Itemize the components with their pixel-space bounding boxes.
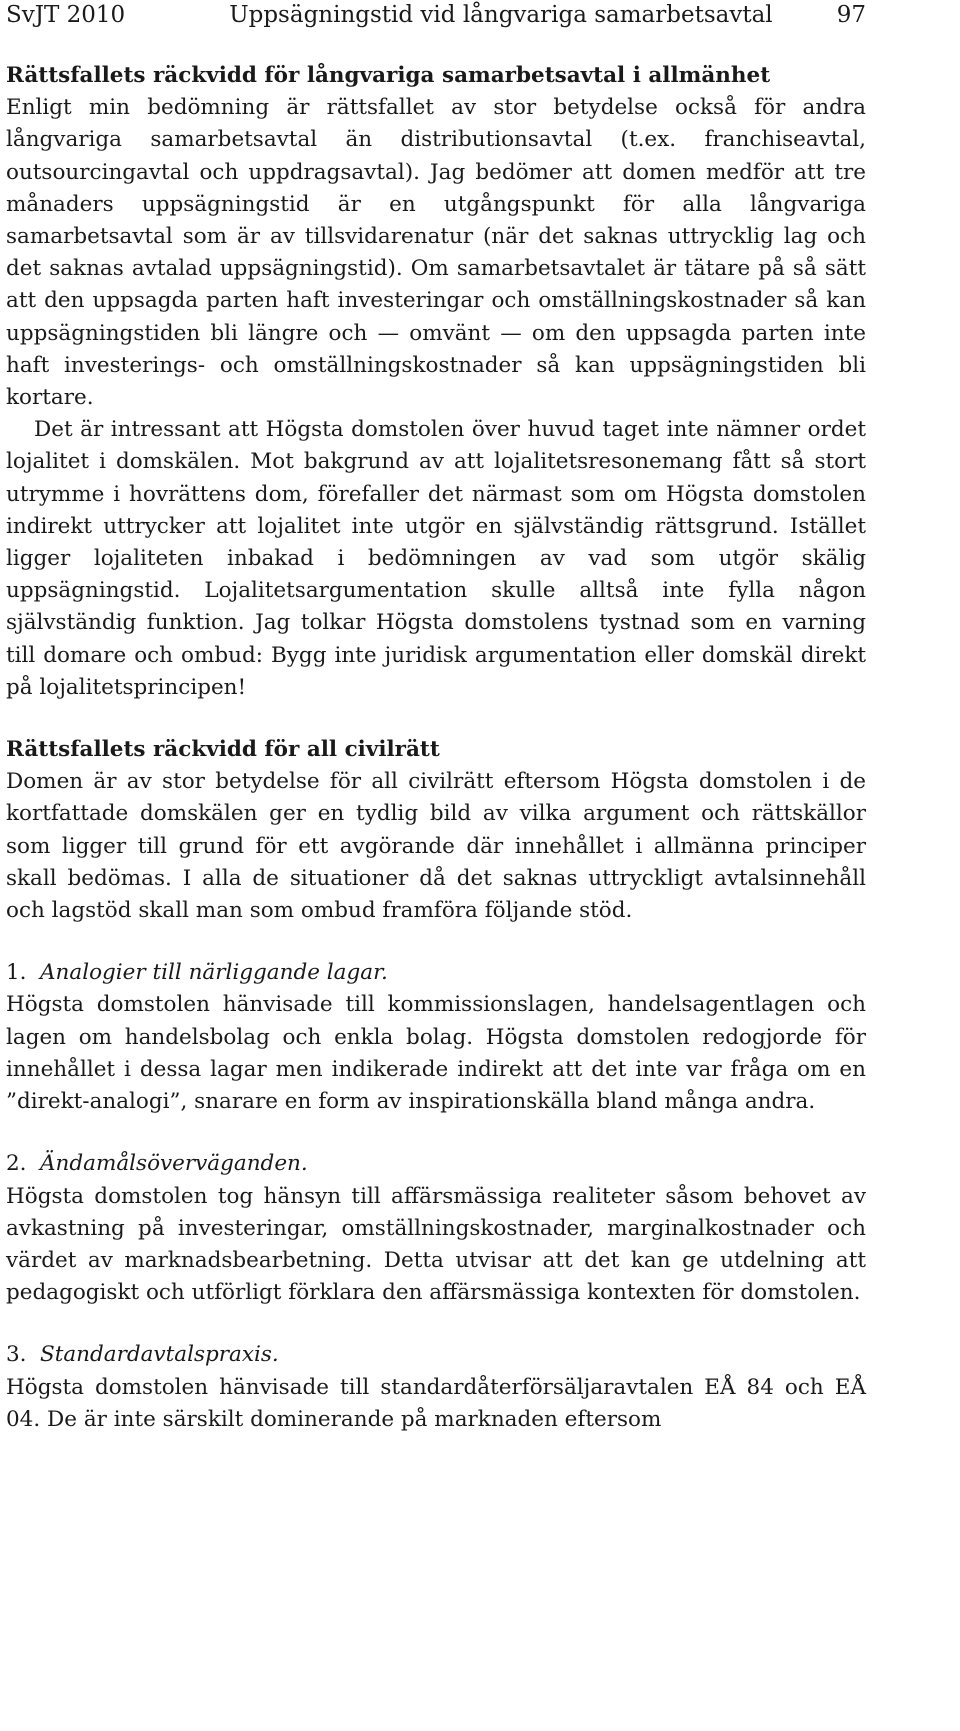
list-item-text: Högsta domstolen hänvisade till standardåterförsäljaravtalen EÅ 84 och EÅ 04. De är inte särskilt dominerande på marknaden eftersom — [6, 1374, 866, 1432]
running-header — [6, 0, 866, 32]
section-heading: Rättsfallets räckvidd för långvariga samarbetsavtal i allmänhet — [6, 63, 771, 88]
paragraph: Domen är av stor betydelse för all civilrätt eftersom Högsta domstolen i de kortfattade domskälen ger en tydlig bild av vilka argument och rättskällor som ligger till grund för ett avgörande där innehållet i allmänna principer skall bedömas. I alla de situationer då det saknas uttryckligt avtalsinnehåll och lagstöd skall man som ombud framföra följande stöd. — [6, 769, 866, 924]
list-item-text: Högsta domstolen hänvisade till kommissionslagen, handelsagentlagen och lagen om handelsbolag och enkla bolag. Högsta domstolen redogjorde för innehållet i dessa lagar men indikerade indirekt att det inte var fråga om en ”direkt-analogi”, snarare en form av inspirationskälla bland många andra. — [6, 992, 866, 1115]
list-item — [6, 1148, 866, 1309]
list-item-title: Standardavtalspraxis. — [40, 1342, 279, 1368]
paragraph: Enligt min bedömning är rättsfallet av stor betydelse också för andra långvariga samarbetsavtal än distributionsavtal (t.ex. franchiseavtal, outsourcingavtal och uppdragsavtal). Jag bedömer att domen medför att tre månaders uppsägningstid är en utgångspunkt för alla långvariga samarbetsavtal som är av tillsvidarenatur (när det saknas uttrycklig lag och det saknas avtalad uppsägningstid). Om samarbetsavtalet är tätare på så sätt att den uppsagda parten haft investeringar och omställningskostnader så kan uppsägningstiden bli längre och — omvänt — om den uppsagda parten inte haft investerings- och omställningskostnader så kan uppsägningstiden bli kortare. — [6, 95, 866, 411]
document-page — [6, 0, 866, 1436]
list-item-heading — [6, 1339, 866, 1371]
page-number: 97 — [836, 2, 866, 28]
list-item-number: 3. — [6, 1342, 27, 1368]
section-heading: Rättsfallets räckvidd för all civilrätt — [6, 737, 440, 763]
paragraph: Det är intressant att Högsta domstolen över huvud taget inte nämner ordet lojalitet i domskälen. Mot bakgrund av att lojalitetsresonemang fått så stort utrymme i hovrättens dom, förefaller det närmast som om Högsta domstolen indirekt uttrycker att lojalitet inte utgör en självständig rättsgrund. Istället ligger lojaliteten inbakad i bedömningen av vad som utgör skälig uppsägningstid. Lojalitetsargumentation skulle alltså inte fylla någon självständig funktion. Jag tolkar Högsta domstolens tystnad som en varning till domare och ombud: Bygg inte juridisk argumentation eller domskäl direkt på lojalitetsprincipen! — [6, 417, 866, 700]
list-item-heading — [6, 957, 866, 989]
list-item-text: Högsta domstolen tog hänsyn till affärsmässiga realiteter såsom behovet av avkastning på investeringar, omställningskostnader, marginalkostnader och värdet av marknadsbearbetning. Detta utvisar att det kan ge utdelning att pedagogiskt och utförligt förklara den affärsmässiga kontexten för domstolen. — [6, 1183, 866, 1306]
list-item-title: Ändamålsöverväganden. — [40, 1151, 308, 1177]
journal-name: SvJT 2010 — [6, 2, 126, 28]
list-item-title: Analogier till närliggande lagar. — [40, 960, 388, 986]
list-item-heading — [6, 1148, 866, 1180]
list-item — [6, 1339, 866, 1436]
list-item — [6, 957, 866, 1118]
section-long-term-agreements — [6, 60, 866, 704]
list-item-number: 2. — [6, 1151, 27, 1177]
list-item-number: 1. — [6, 960, 27, 986]
section-civil-law — [6, 734, 866, 1436]
article-title: Uppsägningstid vid långvariga samarbetsavtal — [229, 2, 773, 28]
